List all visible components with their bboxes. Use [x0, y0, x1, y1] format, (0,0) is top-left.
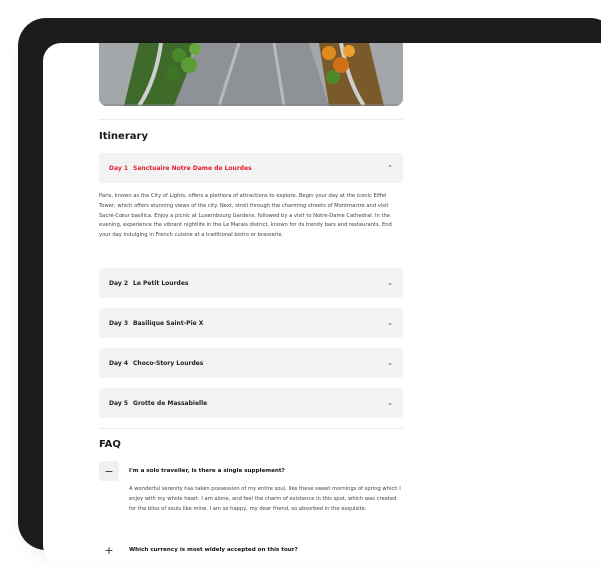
- day-name: Basilique Saint-Pie X: [133, 319, 204, 327]
- day-number: Day 3: [109, 319, 129, 327]
- chevron-down-icon: ⌄: [387, 399, 393, 407]
- divider: [99, 119, 403, 120]
- faq-collapse-button[interactable]: [99, 461, 119, 481]
- day-number: Day 2: [109, 279, 129, 287]
- faq-question[interactable]: Which currency is most widely accepted on this tour?: [129, 547, 298, 553]
- itinerary-day-1[interactable]: [99, 153, 403, 183]
- itinerary-day-4[interactable]: [99, 348, 403, 378]
- divider: [99, 428, 403, 429]
- chevron-down-icon: ⌄: [387, 319, 393, 327]
- minus-icon: −: [104, 464, 114, 478]
- day-name: Sanctuaire Notre Dame de Lourdes: [133, 164, 252, 172]
- chevron-down-icon: ⌄: [387, 279, 393, 287]
- screen: [43, 43, 601, 563]
- day-1-description: Paris, known as the City of Lights, offers a plethora of attractions to explore. Begin your day at the iconic Eiffel Tower, which offers stunning views of the city. Next, stroll through the charming streets of Montmartre and visit Sacré-Cœur basilica. Enjoy a picnic at Luxembourg Gardens, followed by a visit to Notre-Dame Cathedral. In the evening, experience the vibrant nightlife in the Le Marais district, known for its trendy bars and restaurants. End your day indulging in French cuisine at a traditional bistro or brasserie.: [99, 193, 392, 239]
- faq-question[interactable]: I'm a solo traveller, is there a single supplement?: [129, 468, 285, 474]
- itinerary-day-5[interactable]: [99, 388, 403, 418]
- device-frame: [18, 18, 601, 557]
- day-number: Day 1: [109, 164, 129, 172]
- chevron-up-icon: ⌃: [387, 164, 393, 172]
- day-number: Day 4: [109, 359, 129, 367]
- faq-expand-button[interactable]: [99, 540, 119, 560]
- hero-image: [99, 43, 403, 106]
- day-name: Choco-Story Lourdes: [133, 359, 204, 367]
- itinerary-day-3[interactable]: [99, 308, 403, 338]
- day-number: Day 5: [109, 399, 129, 407]
- itinerary-day-2[interactable]: [99, 268, 403, 298]
- day-name: Le Petit Lourdes: [133, 279, 189, 287]
- plus-icon: +: [104, 543, 114, 557]
- faq-title: FAQ: [99, 439, 121, 450]
- chevron-down-icon: ⌄: [387, 359, 393, 367]
- itinerary-title: Itinerary: [99, 131, 148, 142]
- day-name: Grotte de Massabielle: [133, 399, 208, 407]
- faq-answer: A wonderful serenity has taken possession of my entire soul, like these sweet mornings of spring which I enjoy with my whole heart. I am alone, and feel the charm of existence in this spot, which was created for the bliss of souls like mine. I am so happy, my dear friend, so absorbed in the exquisite.: [129, 486, 401, 512]
